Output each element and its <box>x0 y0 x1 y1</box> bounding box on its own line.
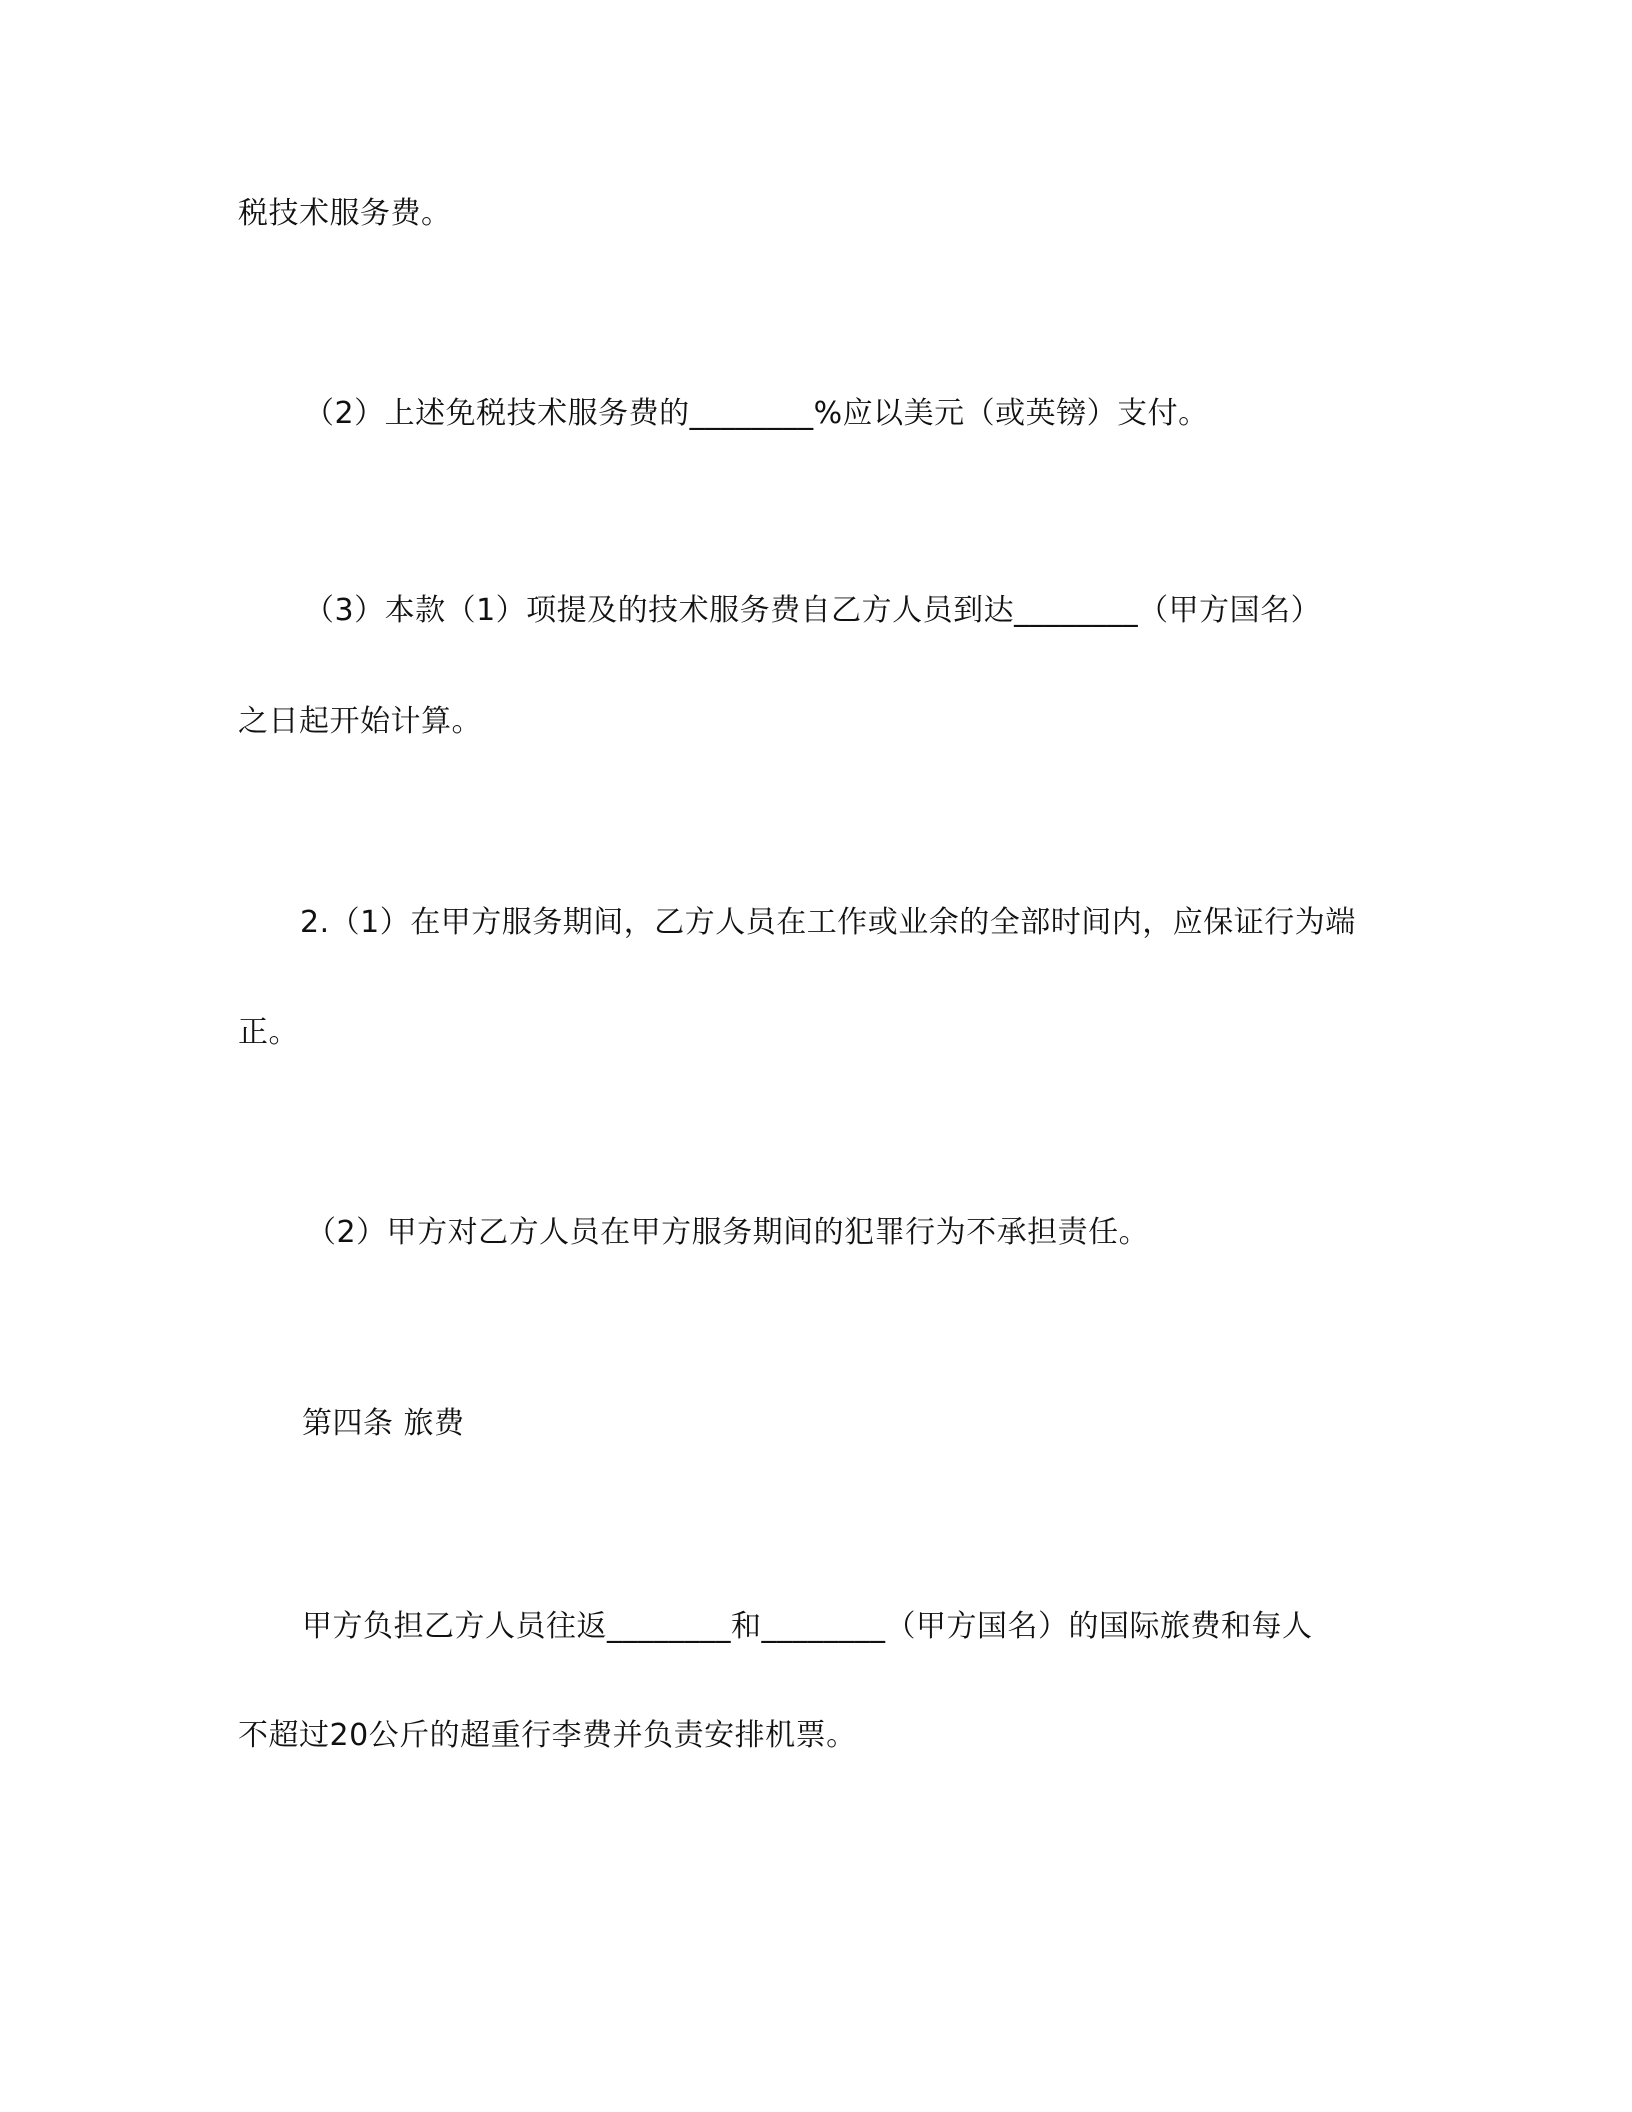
paragraph-line: 不超过20公斤的超重行李费并负责安排机票。 <box>238 1718 857 1753</box>
paragraph-line: 正。 <box>238 1015 299 1050</box>
paragraph-line: （2）甲方对乙方人员在甲方服务期间的犯罪行为不承担责任。 <box>306 1215 1150 1250</box>
paragraph-line: （3）本款（1）项提及的技术服务费自乙方人员到达________（甲方国名） <box>304 593 1322 628</box>
section-heading: 第四条 旅费 <box>302 1406 465 1441</box>
paragraph-line: 2.（1）在甲方服务期间，乙方人员在工作或业余的全部时间内，应保证行为端 <box>300 905 1356 940</box>
paragraph-line: 之日起开始计算。 <box>238 704 482 739</box>
paragraph-line: 甲方负担乙方人员往返________和________（甲方国名）的国际旅费和每人 <box>302 1609 1313 1644</box>
paragraph-line: 税技术服务费。 <box>238 196 452 231</box>
paragraph-line: （2）上述免税技术服务费的________%应以美元（或英镑）支付。 <box>304 396 1209 431</box>
